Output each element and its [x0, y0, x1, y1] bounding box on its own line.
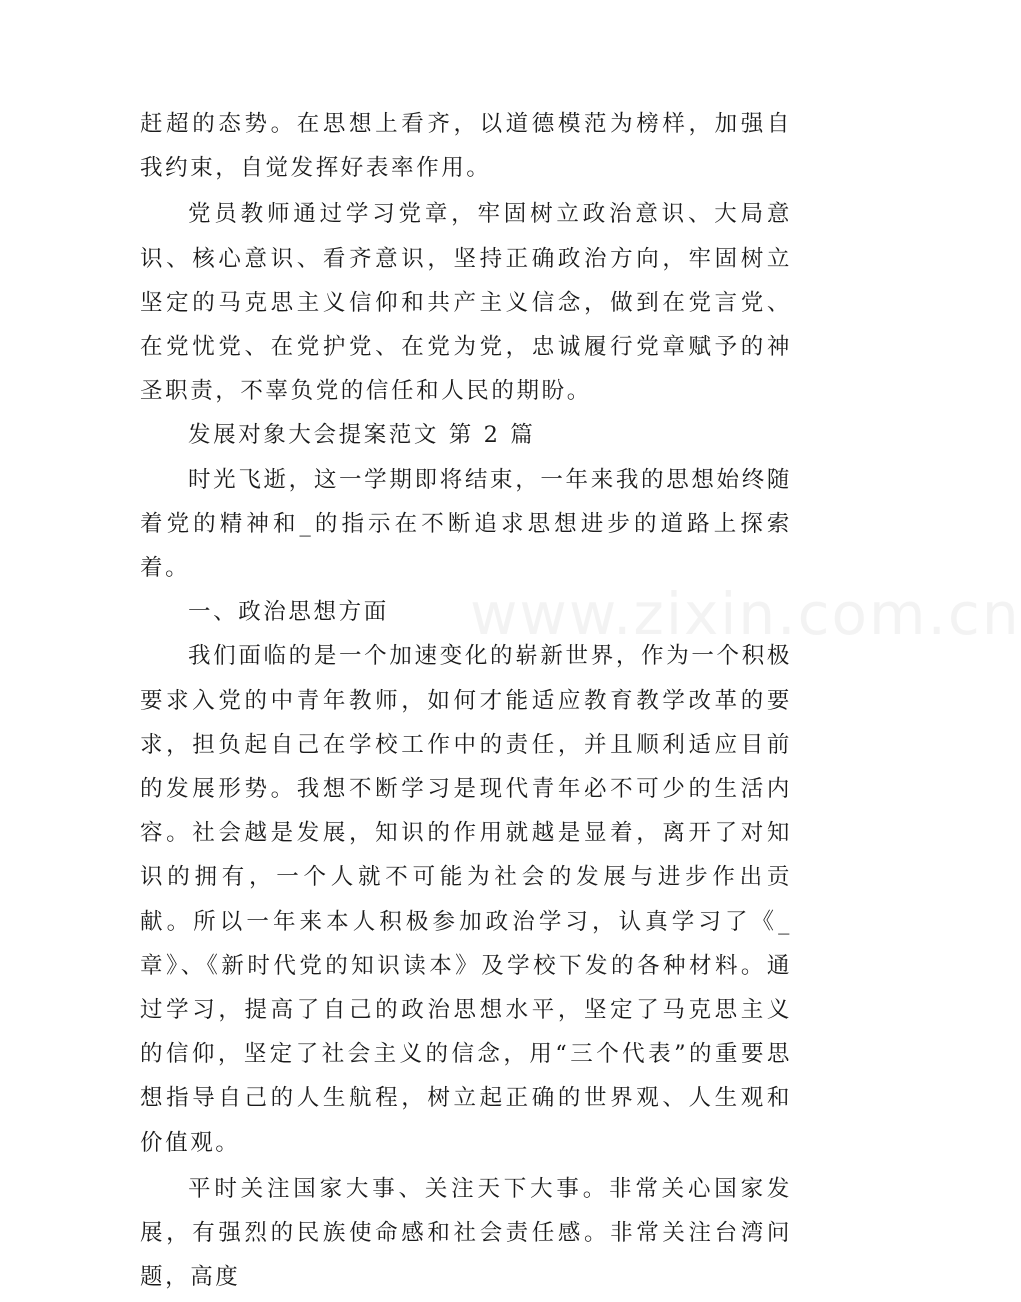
subsection-heading: 一、政治思想方面 [188, 599, 389, 626]
section-heading: 发展对象大会提案范文 第 2 篇 [188, 422, 536, 449]
paragraph: 党员教师通过学习党章，牢固树立政治意识、大局意识、核心意识、看齐意识，坚持正确政治方向，牢固树立坚定的马克思主义信仰和共产主义信念，做到在党言党、在党忧党、在党护党、在党为党，忠诚履行党章赋予的神圣职责，不辜负党的信任和人民的期盼。 [140, 201, 792, 405]
paragraph: 时光飞逝，这一学期即将结束，一年来我的思想始终随着党的精神和_的指示在不断追求思想进步的道路上探索着。 [140, 466, 792, 582]
paragraph: 赶超的态势。在思想上看齐，以道德模范为榜样，加强自我约束，自觉发挥好表率作用。 [140, 111, 792, 182]
paragraph: 我们面临的是一个加速变化的崭新世界，作为一个积极要求入党的中青年教师，如何才能适应教育教学改革的要求，担负起自己在学校工作中的责任，并且顺利适应目前的发展形势。我想不断学习是现代青年必不可少的生活内容。社会越是发展，知识的作用就越是显着，离开了对知识的拥有，一个人就不可能为社会的发展与进步作出贡献。所以一年来本人积极参加政治学习，认真学习了《_章》、《新时代党的知识读本》及学校下发的各种材料。通过学习，提高了自己的政治思想水平，坚定了马克思主义的信仰，坚定了社会主义的信念，用“三个代表”的重要思想指导自己的人生航程，树立起正确的世界观、人生观和价值观。 [140, 643, 792, 1156]
watermark: www.zixin.com.cn [470, 580, 1021, 648]
paragraph: 平时关注国家大事、关注天下大事。非常关心国家发展，有强烈的民族使命感和社会责任感。非常关注台湾问题，高度 [140, 1175, 792, 1291]
document-page [140, 102, 792, 1299]
